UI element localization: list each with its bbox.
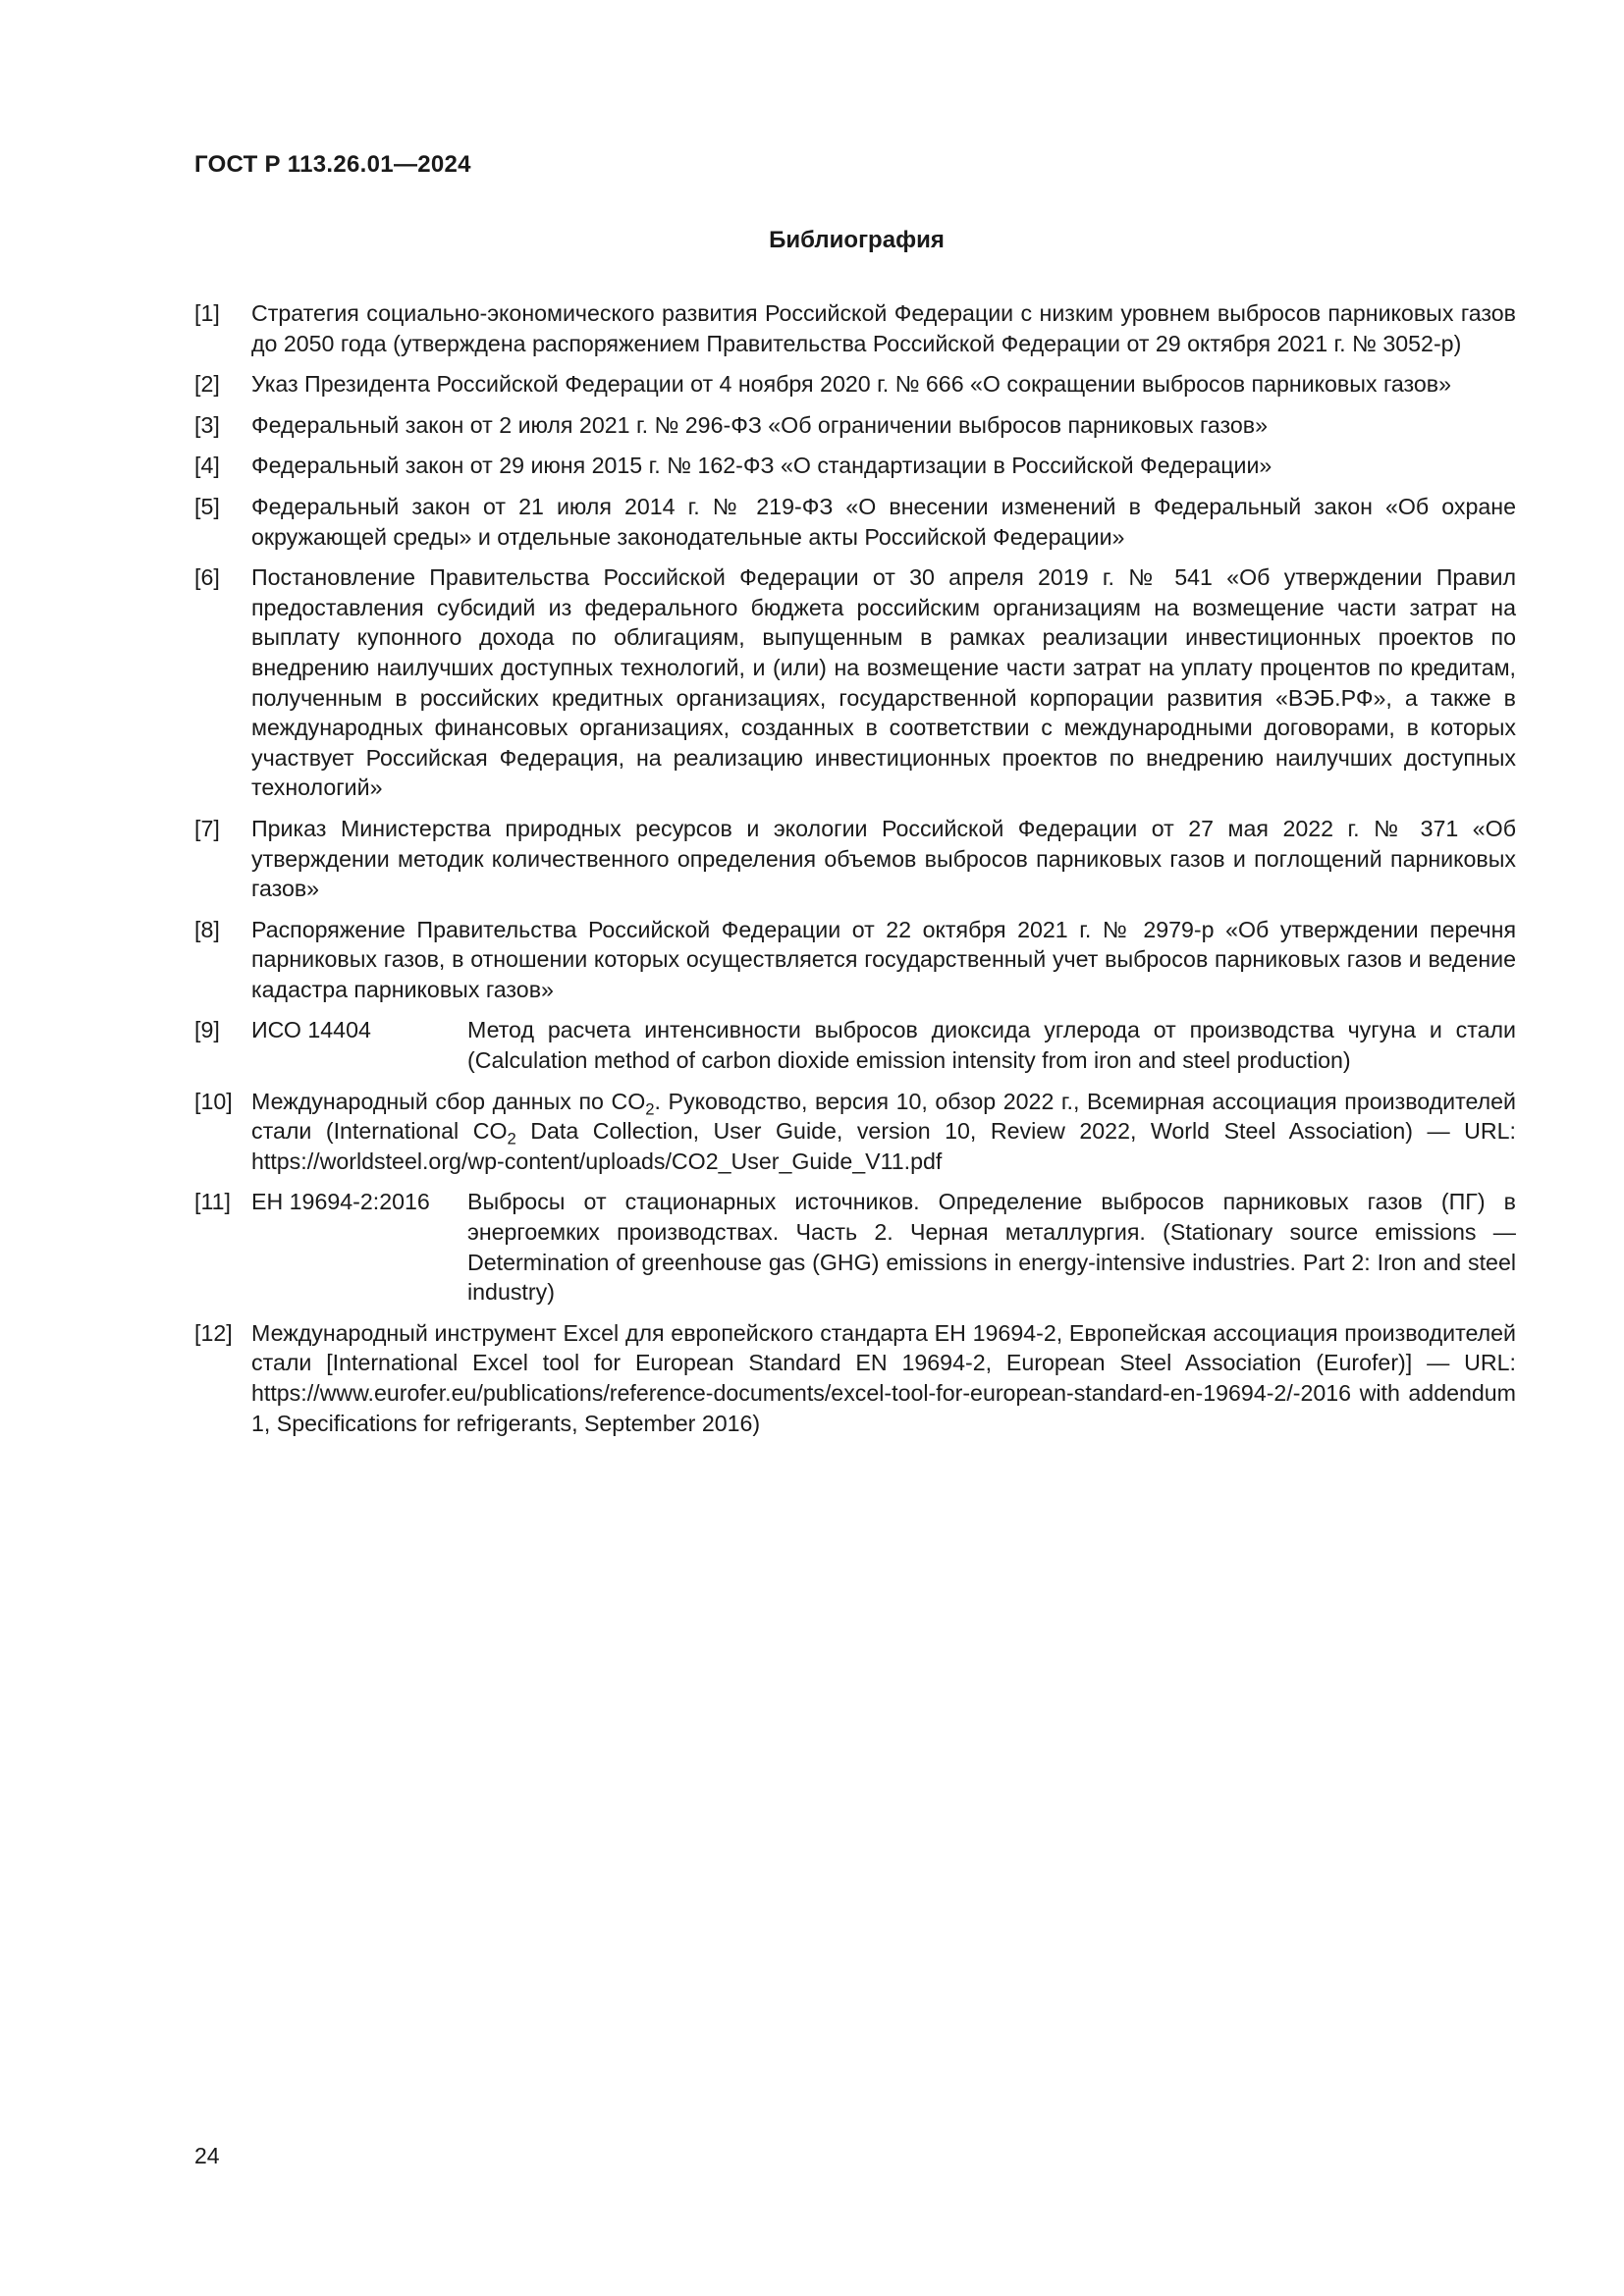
- entry-number: [11]: [194, 1189, 231, 1215]
- bibliography-entry: [194, 1087, 1516, 1177]
- entry-text: Федеральный закон от 2 июля 2021 г. № 296-ФЗ «Об ограничении выбросов парниковых газов»: [251, 411, 1269, 438]
- entry-number: [6]: [194, 564, 220, 591]
- entry-text: Распоряжение Правительства Российской Федерации от 22 октября 2021 г. № 2979-р «Об утверждении перечня парниковых газов, в отношении которых осуществляется государственный учет выбросов парниковых газов и ведение кадастра парниковых газов»: [251, 916, 1516, 1002]
- bibliography-entry: [194, 1015, 1516, 1075]
- entry-text: Выбросы от стационарных источников. Определение выбросов парниковых газов (ПГ) в энергоемких производствах. Часть 2. Черная металлургия. (Stationary source emissions — Determination of greenhouse gas (GHG) emissions in energy-intensive industries. Part 2: Iron and steel industry): [467, 1189, 1516, 1306]
- bibliography-entry: [194, 915, 1516, 1005]
- entry-text: Указ Президента Российской Федерации от 4 ноября 2020 г. № 666 «О сокращении выбросов парниковых газов»: [251, 371, 1452, 398]
- bibliography-entry: [194, 814, 1516, 904]
- entry-text: Стратегия социально-экономического развития Российской Федерации с низким уровнем выбросов парниковых газов до 2050 года (утверждена распоряжением Правительства Российской Федерации от 29 октября 2021 г. № 3052-р): [251, 300, 1516, 356]
- entry-number: [10]: [194, 1088, 233, 1114]
- entry-text-part: Международный сбор данных по CO: [251, 1088, 646, 1114]
- bibliography-entry: [194, 492, 1516, 552]
- bibliography-entry: [194, 410, 1516, 441]
- entry-number: [1]: [194, 300, 220, 326]
- standard-code: ИСО 14404: [251, 1017, 371, 1043]
- standard-code: ЕН 19694-2:2016: [251, 1189, 430, 1215]
- entry-text: [251, 1087, 1516, 1177]
- bibliography-entry: [194, 562, 1516, 803]
- entry-text: Постановление Правительства Российской Федерации от 30 апреля 2019 г. № 541 «Об утверждении Правил предоставления субсидий из федерального бюджета российским организациям на возмещение части затрат на выплату купонного дохода по облигациям, выпущенным в рамках реализации инвестиционных проектов по внедрению наилучших доступных технологий, и (или) на возмещение части затрат на уплату процентов по кредитам, полученным в российских кредитных организациях, государственной корпорации развития «ВЭБ.РФ», а также в международных финансовых организациях, созданных в соответствии с международными договорами, в которых участвует Российская Федерация, на реализацию инвестиционных проектов по внедрению наилучших доступных технологий»: [251, 564, 1516, 801]
- entry-text: Приказ Министерства природных ресурсов и экологии Российской Федерации от 27 мая 2022 г. № 371 «Об утверждении методик количественного определения объемов выбросов парниковых газов и поглощений парниковых газов»: [251, 815, 1516, 902]
- subscript: 2: [507, 1129, 516, 1148]
- document-code-header: ГОСТ Р 113.26.01—2024: [194, 151, 471, 178]
- page-number: 24: [194, 2143, 220, 2168]
- entry-number: [2]: [194, 371, 220, 398]
- entry-text: Международный инструмент Excel для европейского стандарта ЕН 19694-2, Европейская ассоциация производителей стали [International Excel tool for European Standard EN 19694-2, European Steel Association (Eurofer)] — URL: https://www.eurofer.eu/publications/reference-documents/excel-tool-for-european-standard-en-19694-2/-2016 with addendum 1, Specifications for refrigerants, September 2016): [251, 1319, 1516, 1436]
- entry-number: [4]: [194, 453, 220, 479]
- entry-number: [9]: [194, 1017, 220, 1043]
- entry-number: [12]: [194, 1319, 233, 1346]
- entry-text: Федеральный закон от 29 июня 2015 г. № 162-ФЗ «О стандартизации в Российской Федерации»: [251, 453, 1272, 479]
- entry-number: [3]: [194, 411, 220, 438]
- entry-text: Федеральный закон от 21 июля 2014 г. № 219-ФЗ «О внесении изменений в Федеральный закон «Об охране окружающей среды» и отдельные законодательные акты Российской Федерации»: [251, 493, 1516, 550]
- bibliography-entry: [194, 1318, 1516, 1438]
- entry-number: [5]: [194, 493, 220, 519]
- bibliography-list: [194, 298, 1516, 1449]
- bibliography-entry: [194, 298, 1516, 358]
- bibliography-entry: [194, 1187, 1516, 1307]
- entry-text: Метод расчета интенсивности выбросов диоксида углерода от производства чугуна и стали (Calculation method of carbon dioxide emission intensity from iron and steel production): [467, 1017, 1516, 1074]
- subscript: 2: [645, 1099, 655, 1119]
- entry-text-part: Data Collection, User Guide, version 10, Review 2022, World Steel Association) — URL: https://worldsteel.org/wp-content/uploads/CO2_User_Guide_V11.pdf: [251, 1118, 1516, 1174]
- entry-text-part: . Руководство, версия 10, обзор 2022 г., Всемирная ассоциация производителей стали (International CO: [251, 1088, 1516, 1145]
- entry-number: [7]: [194, 815, 220, 841]
- bibliography-entry: [194, 451, 1516, 481]
- section-title: Библиография: [769, 227, 945, 253]
- entry-number: [8]: [194, 916, 220, 942]
- bibliography-entry: [194, 369, 1516, 400]
